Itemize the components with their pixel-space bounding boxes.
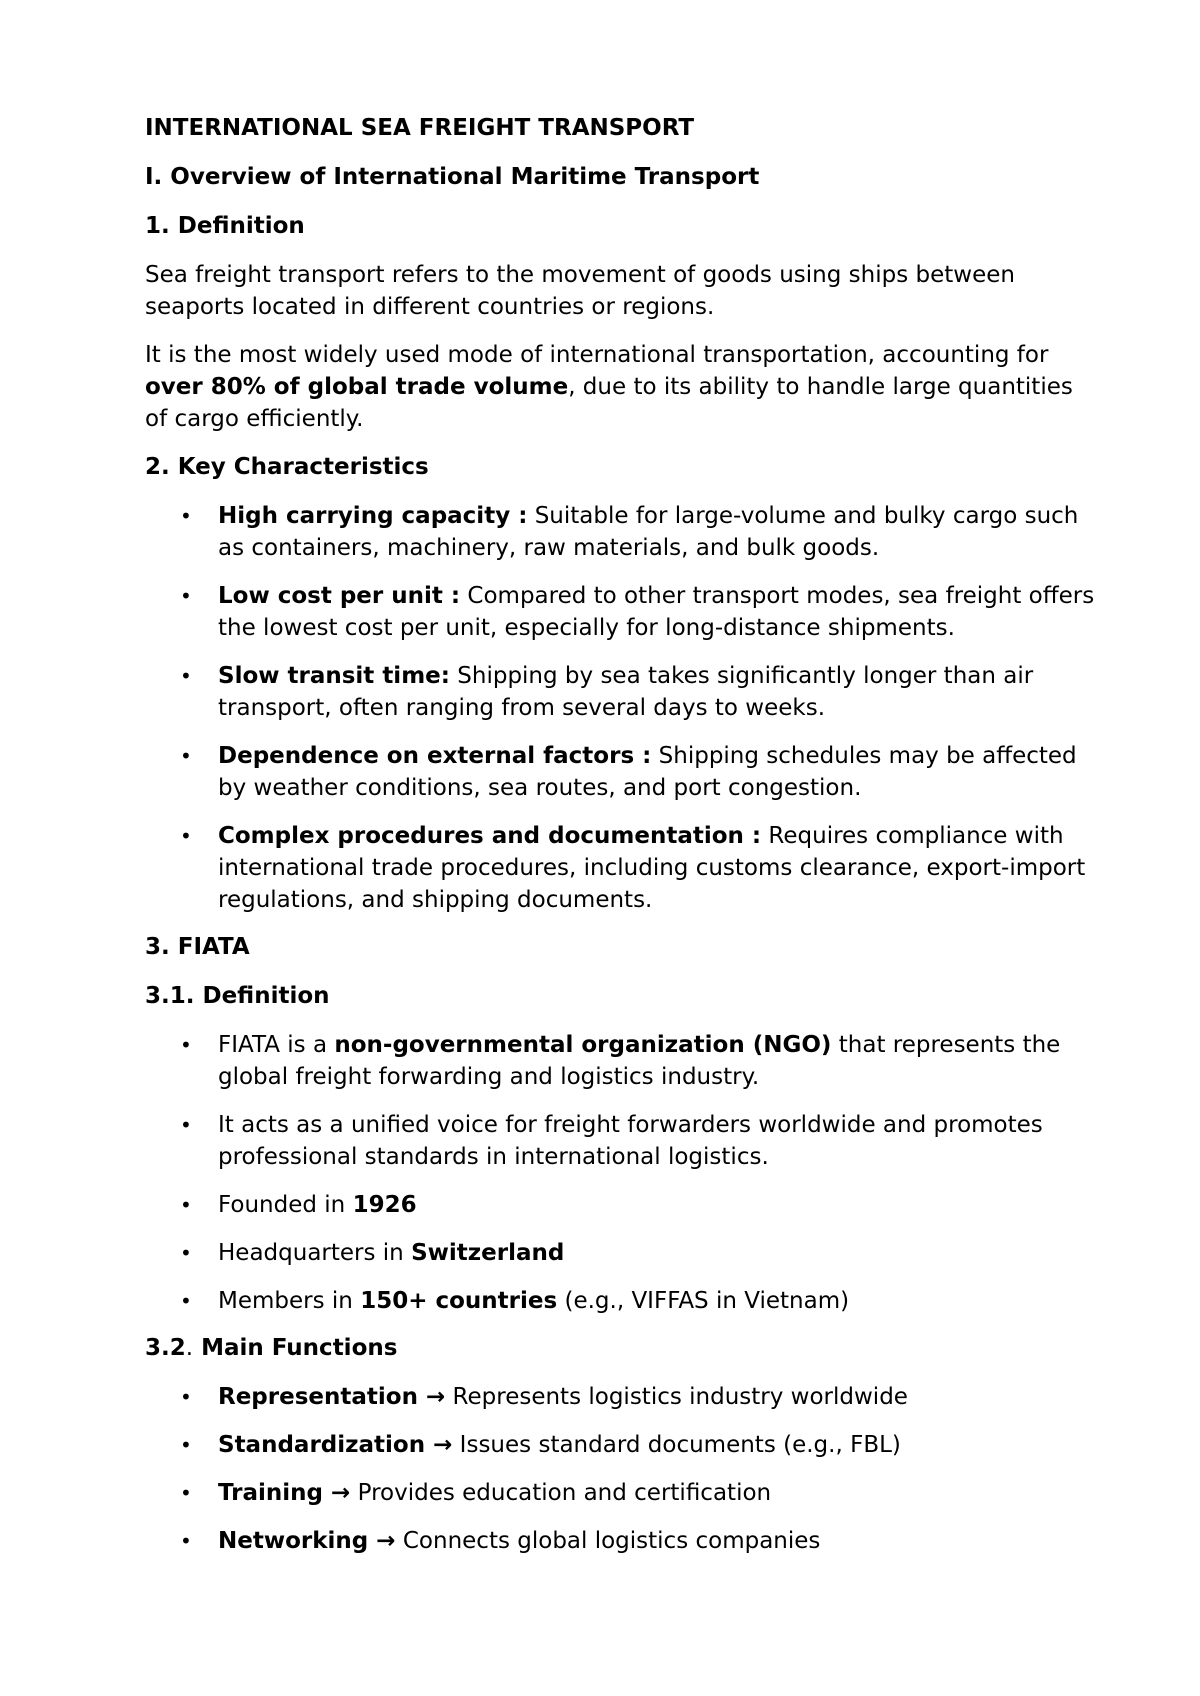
definition-paragraph-2-text-pre: It is the most widely used mode of international transportation, accounting for xyxy=(145,342,1049,368)
list-item-bold: Representation xyxy=(218,1384,418,1410)
bullet-icon: • xyxy=(180,1241,192,1265)
list-item-text-post: (e.g., VIFFAS in Vietnam) xyxy=(557,1288,850,1314)
list-item-text-pre: Headquarters in xyxy=(218,1240,412,1266)
section-heading-overview: I. Overview of International Maritime Transport xyxy=(145,164,760,190)
list-item xyxy=(145,1285,1100,1317)
arrow-right-icon: → xyxy=(368,1528,396,1554)
main-functions-list xyxy=(145,1381,1100,1557)
bullet-icon: • xyxy=(180,584,192,608)
definition-paragraph-2-bold: over 80% of global trade volume xyxy=(145,374,569,400)
definition-paragraph-1: Sea freight transport refers to the movement of goods using ships between seaports located in different countries or regions. xyxy=(145,262,1015,320)
list-item-text: Requires compliance with international trade procedures, including customs clearance, export-import regulations, and shipping documents. xyxy=(218,823,1086,913)
list-item-text: Compared to other transport modes, sea freight offers the lowest cost per unit, especially for long-distance shipments. xyxy=(218,583,1095,641)
list-item xyxy=(145,1237,1100,1269)
subheading-main-functions-title: Main Functions xyxy=(193,1335,398,1361)
bullet-icon: • xyxy=(180,664,192,688)
bullet-icon: • xyxy=(180,824,192,848)
bullet-icon: • xyxy=(180,1385,192,1409)
subheading-key-characteristics: 2. Key Characteristics xyxy=(145,454,429,480)
list-item-bold: non-governmental organization (NGO) xyxy=(334,1032,832,1058)
list-item-bold: Training xyxy=(218,1480,324,1506)
bullet-icon: • xyxy=(180,1529,192,1553)
characteristics-list xyxy=(145,500,1100,916)
bullet-icon: • xyxy=(180,1113,192,1137)
list-item xyxy=(145,500,1100,564)
list-item-bold: Switzerland xyxy=(411,1240,565,1266)
list-item xyxy=(145,1029,1100,1093)
list-item-bold: High carrying capacity : xyxy=(218,503,528,529)
list-item xyxy=(145,1381,1100,1413)
list-item-bold: Standardization xyxy=(218,1432,426,1458)
list-item-bold: Slow transit time: xyxy=(218,663,450,689)
list-item-text: Represents logistics industry worldwide xyxy=(445,1384,908,1410)
subheading-main-functions-dot: . xyxy=(185,1335,194,1361)
list-item-text: Provides education and certification xyxy=(350,1480,772,1506)
list-item-bold: 150+ countries xyxy=(360,1288,558,1314)
subheading-main-functions xyxy=(145,1332,1100,1364)
list-item-text-pre: Founded in xyxy=(218,1192,353,1218)
list-item xyxy=(145,1189,1100,1221)
list-item-text: Shipping by sea takes significantly longer than air transport, often ranging from several days to weeks. xyxy=(218,663,1034,721)
list-item xyxy=(145,1525,1100,1557)
list-item-text: Connects global logistics companies xyxy=(395,1528,821,1554)
list-item xyxy=(145,1477,1100,1509)
subheading-fiata: 3. FIATA xyxy=(145,934,250,960)
list-item-bold: Networking xyxy=(218,1528,369,1554)
list-item xyxy=(145,820,1100,916)
arrow-right-icon: → xyxy=(425,1432,453,1458)
list-item-text-pre: It acts as a unified voice for freight forwarders worldwide and promotes professional standards in international logistics. xyxy=(218,1112,1043,1170)
subheading-main-functions-number: 3.2 xyxy=(145,1335,186,1361)
bullet-icon: • xyxy=(180,744,192,768)
list-item xyxy=(145,1429,1100,1461)
definition-paragraph-2 xyxy=(145,339,1100,435)
document-title: INTERNATIONAL SEA FREIGHT TRANSPORT xyxy=(145,115,695,141)
subheading-fiata-definition: 3.1. Definition xyxy=(145,983,330,1009)
list-item-bold: Dependence on external factors : xyxy=(218,743,652,769)
list-item-text: Issues standard documents (e.g., FBL) xyxy=(452,1432,901,1458)
bullet-icon: • xyxy=(180,504,192,528)
bullet-icon: • xyxy=(180,1193,192,1217)
bullet-icon: • xyxy=(180,1033,192,1057)
subheading-definition: 1. Definition xyxy=(145,213,305,239)
list-item-text-pre: Members in xyxy=(218,1288,361,1314)
list-item-text-pre: FIATA is a xyxy=(218,1032,335,1058)
list-item-bold: Low cost per unit : xyxy=(218,583,461,609)
list-item-text-post: that represents the global freight forwarding and logistics industry. xyxy=(218,1032,1061,1090)
list-item-bold: 1926 xyxy=(352,1192,417,1218)
arrow-right-icon: → xyxy=(417,1384,446,1410)
list-item xyxy=(145,660,1100,724)
fiata-definition-list xyxy=(145,1029,1100,1317)
list-item-text: Shipping schedules may be affected by weather conditions, sea routes, and port congestion. xyxy=(218,743,1077,801)
list-item xyxy=(145,580,1100,644)
arrow-right-icon: → xyxy=(323,1480,351,1506)
bullet-icon: • xyxy=(180,1433,192,1457)
list-item-text: Suitable for large-volume and bulky cargo such as containers, machinery, raw materials, and bulk goods. xyxy=(218,503,1079,561)
list-item-bold: Complex procedures and documentation : xyxy=(218,823,762,849)
definition-paragraph-2-text-post: , due to its ability to handle large quantities of cargo efficiently. xyxy=(145,374,1073,432)
bullet-icon: • xyxy=(180,1289,192,1313)
list-item xyxy=(145,1109,1100,1173)
list-item xyxy=(145,740,1100,804)
bullet-icon: • xyxy=(180,1481,192,1505)
